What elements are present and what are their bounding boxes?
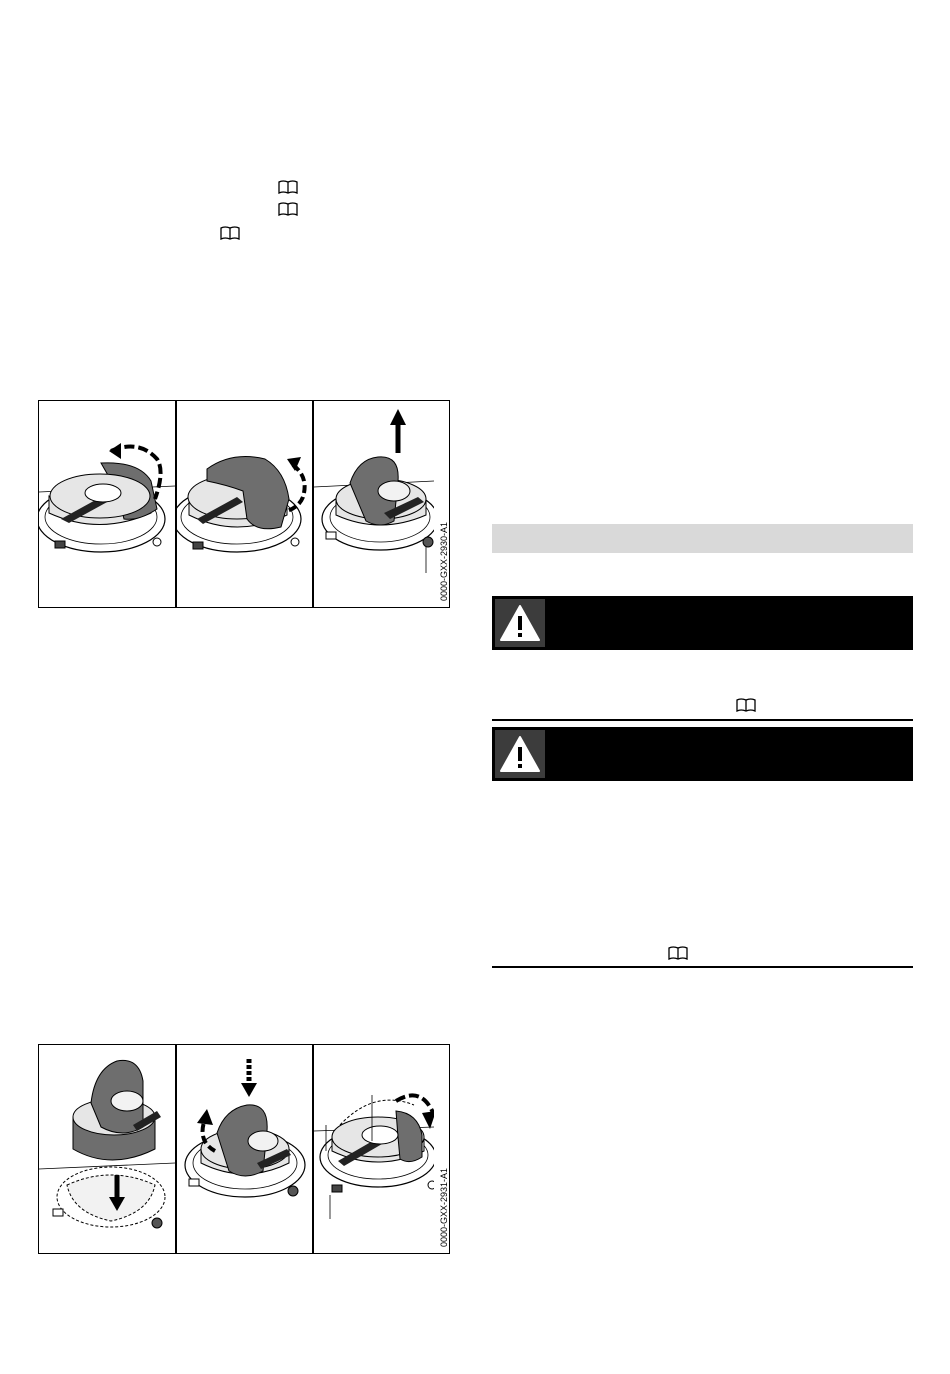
warning-end-rule bbox=[492, 966, 913, 968]
figure-panel-insert bbox=[39, 1045, 175, 1253]
book-icon bbox=[278, 180, 298, 195]
figure-panel-pull bbox=[314, 401, 434, 607]
warning-triangle-icon bbox=[495, 730, 545, 778]
figure-panel-press bbox=[177, 1045, 311, 1253]
figure-panel-lock bbox=[314, 1045, 434, 1253]
figure-code: 0000-GXX-2930-A1 bbox=[439, 521, 449, 601]
installation-figure bbox=[38, 1044, 450, 1254]
warning-banner bbox=[492, 596, 913, 650]
warning-end-rule bbox=[492, 719, 913, 721]
removal-figure bbox=[38, 400, 450, 608]
figure-panel-lift bbox=[177, 401, 311, 607]
section-heading-bar bbox=[492, 524, 913, 553]
figure-panel-turn bbox=[39, 401, 175, 607]
book-icon bbox=[736, 698, 756, 713]
book-icon bbox=[668, 946, 688, 961]
figure-code: 0000-GXX-2931-A1 bbox=[439, 1167, 449, 1247]
book-icon bbox=[278, 202, 298, 217]
warning-triangle-icon bbox=[495, 599, 545, 647]
warning-banner bbox=[492, 727, 913, 781]
book-icon bbox=[220, 226, 240, 241]
